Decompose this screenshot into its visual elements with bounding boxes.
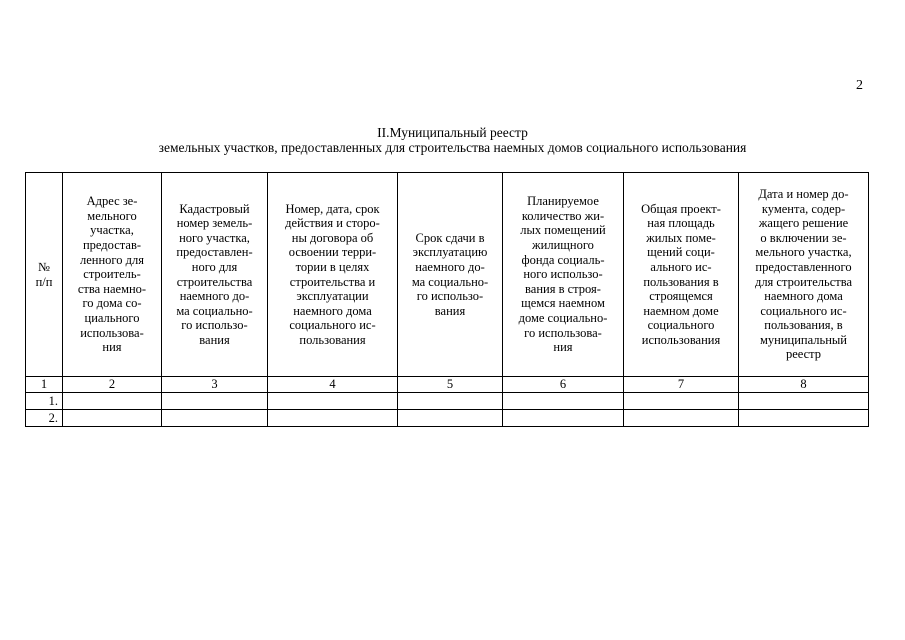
table-cell [503,393,624,410]
table-cell [268,393,398,410]
column-number: 4 [268,377,398,393]
table-row [26,410,869,427]
header-cell-address: Адрес зе- мельного участка, предостав- ленного для строитель- ства наемно- го дома со- циального использова- ния [63,173,162,377]
table-cell [739,410,869,427]
header-cell-decision: Дата и номер до- кумента, содер- жащего решение о включении зе- мельного участка, предоставленного для строительства наемного дома социального ис- пользования, в муниципальный реестр [739,173,869,377]
header-cell-number: № п/п [26,173,63,377]
header-cell-cadastral: Кадастровый номер земель- ного участка, предоставлен- ного для строительства наемного до- ма социально- го использо- вания [162,173,268,377]
header-cell-planned-units: Планируемое количество жи- лых помещений жилищного фонда социаль- ного использо- вания в строя- щемся наемном доме социально- го использова- ния [503,173,624,377]
column-number: 8 [739,377,869,393]
table-cell [503,410,624,427]
header-row [26,173,869,377]
column-number: 2 [63,377,162,393]
column-number: 1 [26,377,63,393]
registry-title: II.Муниципальный реестр [377,125,528,140]
row-number: 1. [26,393,63,410]
column-number: 6 [503,377,624,393]
header-cell-deadline: Срок сдачи в эксплуатацию наемного до- ма социально- го использо- вания [398,173,503,377]
table-cell [63,410,162,427]
table-cell [624,393,739,410]
table-cell [398,393,503,410]
registry-table [25,172,869,427]
header-cell-area: Общая проект- ная площадь жилых поме- щений соци- ального ис- пользования в строящемся наемном доме социального использования [624,173,739,377]
column-number-row [26,377,869,393]
table-cell [162,410,268,427]
column-number: 7 [624,377,739,393]
table-cell [63,393,162,410]
table-cell [624,410,739,427]
page-number: 2 [856,78,863,93]
table-cell [739,393,869,410]
header-cell-contract: Номер, дата, срок действия и сторо- ны договора об освоении терри- тории в целях строительства и эксплуатации наемного дома социального ис- пользования [268,173,398,377]
table-cell [162,393,268,410]
table-cell [398,410,503,427]
registry-subtitle: земельных участков, предоставленных для строительства наемных домов социального использования [158,140,747,155]
column-number: 5 [398,377,503,393]
table-row [26,393,869,410]
table-cell [268,410,398,427]
column-number: 3 [162,377,268,393]
row-number: 2. [26,410,63,427]
